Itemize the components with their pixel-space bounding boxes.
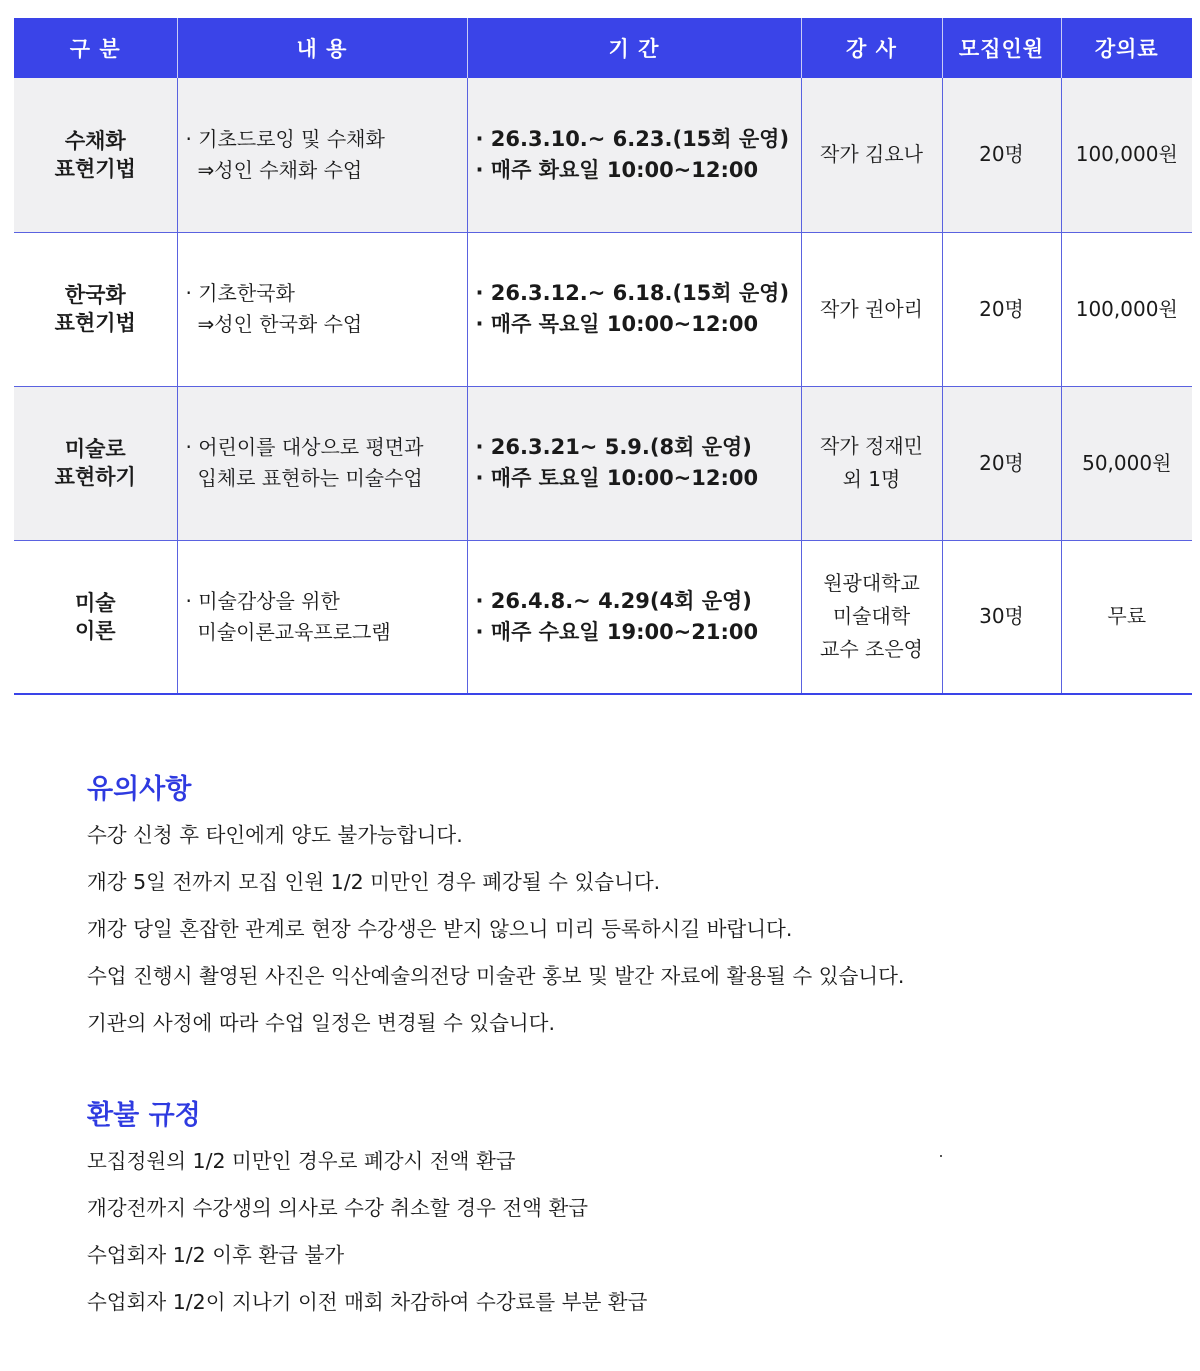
category-line: 한국화: [64, 283, 126, 307]
content-line: 입체로 표현하는 미술수업: [197, 466, 423, 490]
refund-title: 환불 규정: [87, 1100, 201, 1131]
period-line: · 26.3.12.~ 6.18.(15회 운영): [475, 281, 790, 305]
course-table: [14, 18, 1192, 695]
period-cell: [467, 232, 801, 386]
notes-item: 개강 5일 전까지 모집 인원 1/2 미만인 경우 폐강될 수 있습니다.: [87, 870, 661, 894]
instructor-cell: [801, 78, 942, 232]
fee-cell: 100,000원: [1061, 232, 1192, 386]
category-cell: [14, 78, 177, 232]
instructor-line: 교수 조은영: [820, 637, 923, 662]
instructor-line: 작가 권아리: [820, 296, 923, 321]
category-line: 이론: [74, 618, 116, 643]
content-line: ⇒성인 한국화 수업: [197, 312, 363, 336]
category-cell: [14, 232, 177, 386]
notes-section: [87, 768, 1137, 1047]
period-line: · 26.3.10.~ 6.23.(15회 운영): [475, 126, 790, 151]
table-row: [14, 78, 1192, 232]
period-cell: [467, 78, 801, 232]
content-cell: [177, 232, 467, 386]
fee-cell: 무료: [1061, 540, 1192, 694]
refund-item: 수업회자 1/2 이후 환급 불가: [87, 1243, 345, 1267]
refund-item: 수업회자 1/2이 지나기 이전 매회 차감하여 수강료를 부분 환급: [87, 1290, 648, 1314]
stray-dot: [940, 1155, 942, 1157]
refund-item: 개강전까지 수강생의 의사로 수강 취소할 경우 전액 환급: [87, 1196, 589, 1220]
content-line: · 미술감상을 위한: [185, 588, 340, 613]
category-line: 미술로: [64, 437, 126, 461]
content-line: · 기초드로잉 및 수채화: [185, 126, 385, 151]
header-period: 기 간: [467, 18, 801, 78]
period-line: · 26.3.21~ 5.9.(8회 운영): [475, 435, 752, 459]
notes-item: 수강 신청 후 타인에게 양도 불가능합니다.: [87, 823, 463, 847]
period-line: · 26.4.8.~ 4.29(4회 운영): [475, 588, 752, 613]
instructor-line: 미술대학: [832, 604, 911, 629]
header-fee: 강의료: [1061, 18, 1192, 78]
category-cell: [14, 386, 177, 540]
course-table-container: [14, 18, 1192, 695]
capacity-cell: 20명: [942, 78, 1061, 232]
content-line: ⇒성인 수채화 수업: [197, 157, 363, 182]
instructor-cell: [801, 232, 942, 386]
table-row: [14, 386, 1192, 540]
table-row: [14, 540, 1192, 694]
instructor-line: 원광대학교: [823, 571, 920, 596]
content-line: · 어린이를 대상으로 평면과: [185, 435, 424, 459]
fee-cell: 50,000원: [1061, 386, 1192, 540]
period-cell: [467, 386, 801, 540]
notes-item: 개강 당일 혼잡한 관계로 현장 수강생은 받지 않으니 미리 등록하시길 바랍니다.: [87, 917, 793, 941]
period-line: · 매주 토요일 10:00~12:00: [475, 466, 759, 490]
period-line: · 매주 화요일 10:00~12:00: [475, 157, 759, 182]
period-line: · 매주 목요일 10:00~12:00: [475, 312, 759, 336]
category-line: 표현기법: [54, 156, 136, 181]
category-cell: [14, 540, 177, 694]
table-row: [14, 232, 1192, 386]
instructor-line: 외 1명: [842, 467, 901, 491]
capacity-cell: 30명: [942, 540, 1061, 694]
category-line: 표현하기: [54, 465, 136, 489]
header-instructor: 강 사: [801, 18, 942, 78]
content-cell: [177, 386, 467, 540]
capacity-cell: 20명: [942, 386, 1061, 540]
period-cell: [467, 540, 801, 694]
notes-title: 유의사항: [87, 774, 192, 805]
refund-item: 모집정원의 1/2 미만인 경우로 폐강시 전액 환급: [87, 1149, 516, 1173]
content-cell: [177, 78, 467, 232]
notes-item: 기관의 사정에 따라 수업 일정은 변경될 수 있습니다.: [87, 1011, 555, 1035]
header-content: 내 용: [177, 18, 467, 78]
category-line: 수채화: [64, 128, 126, 153]
fee-cell: 100,000원: [1061, 78, 1192, 232]
content-line: · 기초한국화: [185, 281, 295, 305]
notes-item: 수업 진행시 촬영된 사진은 익산예술의전당 미술관 홍보 및 발간 자료에 활용될 수 있습니다.: [87, 964, 905, 988]
category-line: 미술: [74, 590, 116, 615]
instructor-line: 작가 김요나: [820, 142, 923, 167]
content-cell: [177, 540, 467, 694]
capacity-cell: 20명: [942, 232, 1061, 386]
period-line: · 매주 수요일 19:00~21:00: [475, 619, 759, 644]
instructor-cell: [801, 540, 942, 694]
content-line: 미술이론교육프로그램: [197, 619, 391, 644]
refund-section: [87, 1094, 1137, 1326]
table-header-row: [14, 18, 1192, 78]
instructor-line: 작가 정재민: [820, 434, 923, 458]
header-capacity: 모집인원: [942, 18, 1061, 78]
category-line: 표현기법: [54, 311, 136, 335]
header-category: 구 분: [14, 18, 177, 78]
instructor-cell: [801, 386, 942, 540]
